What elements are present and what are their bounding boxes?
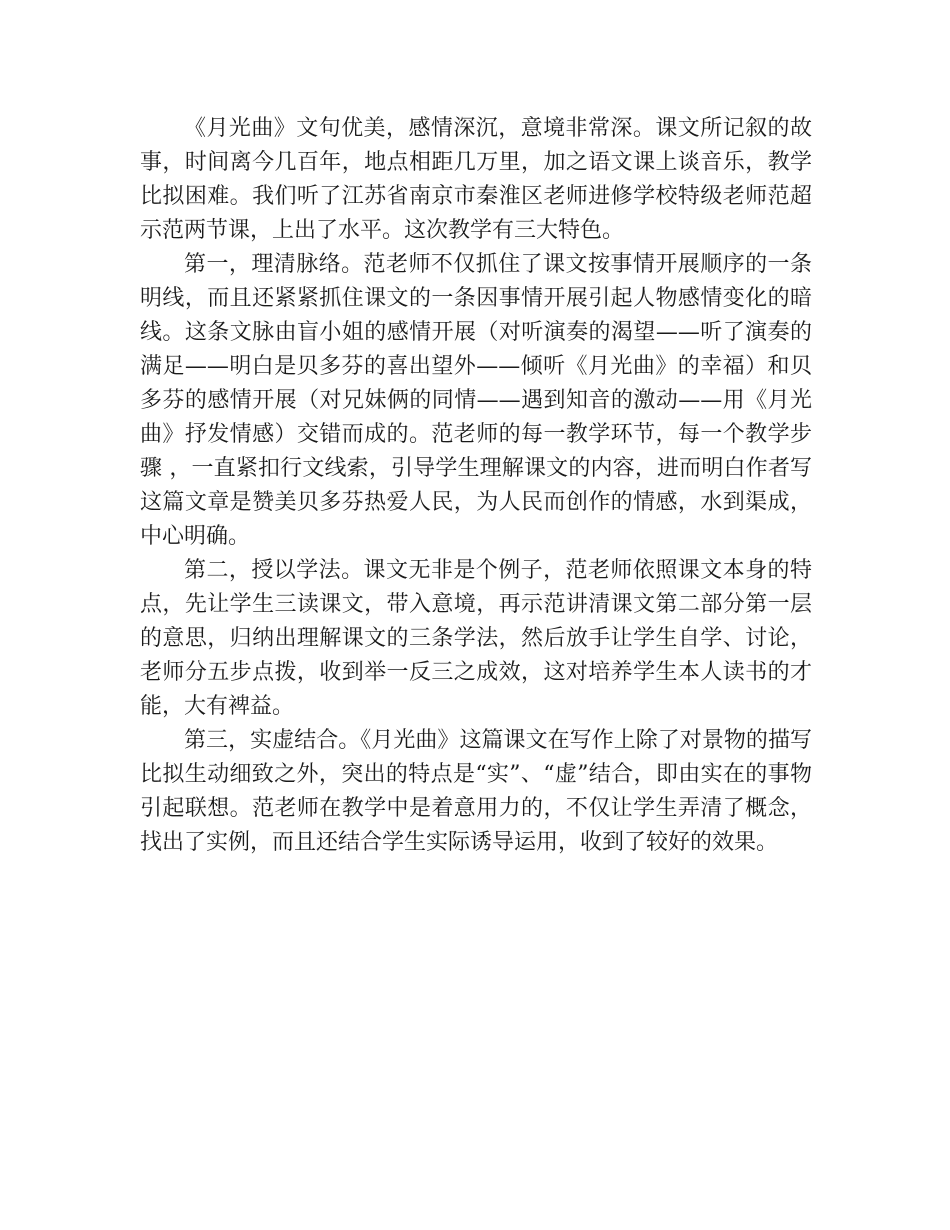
paragraph-second-feature: 第二，授以学法。课文无非是个例子，范老师依照课文本身的特点，先让学生三读课文，带入意境，再示范讲清课文第二部分第一层的意思，归纳出理解课文的三条学法，然后放手让学生自学、讨论，老师分五步点拨，收到举一反三之成效，这对培养学生本人读书的才能，大有裨益。 bbox=[140, 558, 812, 719]
paragraph-intro: 《月光曲》文句优美，感情深沉，意境非常深。课文所记叙的故事，时间离今几百年，地点相距几万里，加之语文课上谈音乐，教学比拟困难。我们听了江苏省南京市秦淮区老师进修学校特级老师范超示范两节课，上出了水平。这次教学有三大特色。 bbox=[140, 116, 812, 243]
paragraph-third-feature: 第三，实虚结合。《月光曲》这篇课文在写作上除了对景物的描写比拟生动细致之外，突出的特点是“实”、“虚”结合，即由实在的事物引起联想。范老师在教学中是着意用力的，不仅让学生弄清了概念，找出了实例，而且还结合学生实际诱导运用，收到了较好的效果。 bbox=[140, 728, 812, 855]
paragraph-first-feature: 第一，理清脉络。范老师不仅抓住了课文按事情开展顺序的一条明线，而且还紧紧抓住课文的一条因事情开展引起人物感情变化的暗线。这条文脉由盲小姐的感情开展（对听演奏的渴望——听了演奏的满足——明白是贝多芬的喜出望外——倾听《月光曲》的幸福）和贝多芬的感情开展（对兄妹俩的同情——遇到知音的激动——用《月光曲》抒发情感）交错而成的。范老师的每一教学环节，每一个教学步骤 ，一直紧扣行文线索，引导学生理解课文的内容，进而明白作者写这篇文章是赞美贝多芬热爱人民，为人民而创作的情感，水到渠成，中心明确。 bbox=[140, 252, 812, 549]
document-page bbox=[140, 112, 812, 860]
